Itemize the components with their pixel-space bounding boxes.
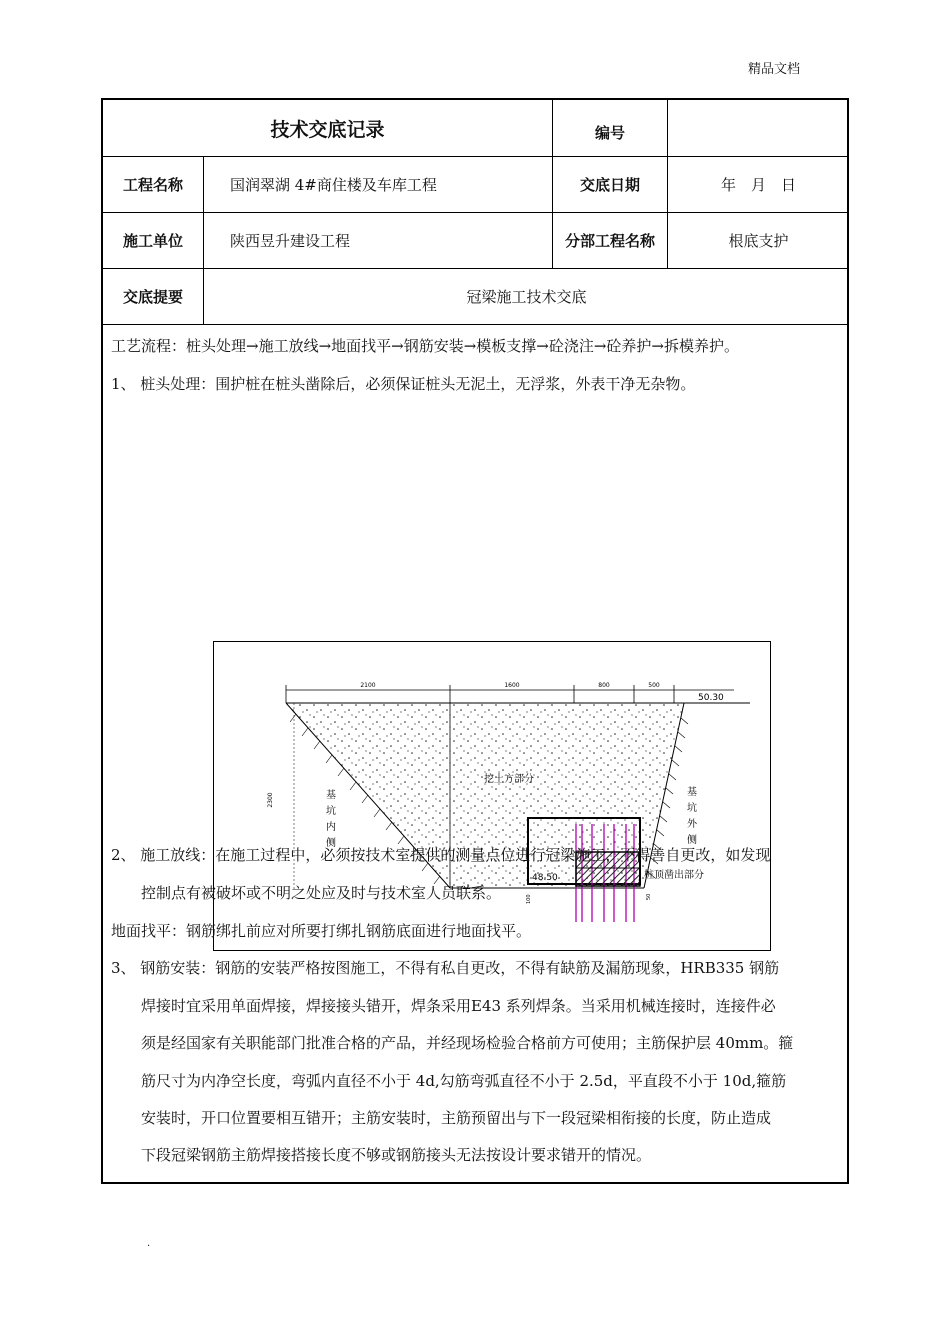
watermark-text: 精品文档 (748, 62, 801, 77)
contractor-label: 施工单位 (122, 232, 183, 250)
item-rebar-line2: 焊接时宜采用单面焊接，焊接接头错开，焊条采用E43 系列焊条。当采用机械连接时，连接件必 (141, 997, 776, 1015)
inner-side-label (326, 788, 336, 849)
item-rebar-line6: 下段冠梁钢筋主筋焊接搭接长度不够或钢筋接头无法按设计要求错开的情况。 (141, 1146, 652, 1164)
item-rebar-line4: 筋尺寸为内净空长度，弯弧内直径不小于 4d,勾筋弯弧直径不小于 2.5d，平直段不小于 10d,箍筋 (141, 1072, 787, 1090)
form-title (103, 100, 552, 156)
summary-row (103, 269, 847, 325)
item-rebar-line5: 安装时，开口位置要相互错开；主筋安装时，主筋预留出与下一段冠梁相衔接的长度，防止造成 (141, 1109, 772, 1127)
svg-text:坑: 坑 (687, 803, 697, 814)
technical-disclosure-form (101, 98, 849, 1184)
svg-text:侧: 侧 (326, 838, 336, 849)
height-2300: 2300 (267, 792, 274, 808)
dimension-1600: 1600 (504, 682, 520, 689)
contractor-row (103, 213, 847, 269)
project-row (103, 157, 847, 213)
outer-side-label (687, 785, 698, 846)
pile-cut-label: 桩顶凿出部分 (644, 870, 704, 881)
title-row (103, 100, 847, 157)
excavation-label: 挖土方部分 (484, 774, 534, 785)
date-label: 交底日期 (579, 176, 640, 194)
project-label: 工程名称 (122, 176, 183, 194)
item-setting-out-line2: 控制点有被破坏或不明之处应及时与技术室人员联系。 (141, 884, 502, 902)
contractor-label-cell (103, 213, 203, 268)
ground-leveling: 地面找平：钢筋绑扎前应对所要打绑扎钢筋底面进行地面找平。 (111, 922, 532, 940)
number-value-cell[interactable] (667, 100, 849, 156)
item-setting-out-line1: 2、 施工放线：在施工过程中，必须按技术室提供的测量点位进行冠梁施工，不得善自更改，如发现 (111, 846, 771, 864)
svg-text:外: 外 (687, 819, 697, 830)
svg-text:内: 内 (326, 822, 336, 833)
date-value: 年 月 日 (720, 176, 796, 194)
dimension-800: 800 (598, 682, 610, 689)
svg-text:基: 基 (326, 790, 336, 801)
svg-text:基: 基 (687, 787, 697, 798)
svg-text:侧: 侧 (687, 835, 697, 846)
project-value-cell (203, 157, 552, 212)
summary-value: 冠梁施工技术交底 (466, 288, 587, 306)
dimension-2100: 2100 (360, 682, 376, 689)
subproject-value-cell (667, 213, 849, 268)
item-pile-head: 1、 桩头处理：围护桩在桩头凿除后，必须保证桩头无泥土，无浮浆，外表干净无杂物。 (111, 375, 696, 393)
form-title-text: 技术交底记录 (270, 118, 385, 141)
item-rebar-line1: 3、 钢筋安装：钢筋的安装严格按图施工，不得有私自更改，不得有缺筋及漏筋现象，HRB335 钢筋 (111, 959, 780, 977)
item-rebar-line3: 须是经国家有关职能部门批准合格的产品，并经现场检验合格前方可使用；主筋保护层 40mm。箍 (141, 1034, 794, 1052)
number-label: 编号 (594, 123, 625, 142)
process-flow: 工艺流程：桩头处理→施工放线→地面找平→钢筋安装→模板支撑→砼浇注→砼养护→拆模养护。 (111, 337, 739, 355)
number-label-cell (552, 100, 667, 156)
disclosure-body (111, 325, 846, 1180)
diagram-svg (214, 642, 770, 950)
small-dimension-50: 50 (646, 893, 652, 900)
top-elevation: 50.30 (698, 693, 724, 703)
subproject-label: 分部工程名称 (564, 232, 655, 250)
bottom-elevation: 48.50 (532, 873, 558, 883)
project-value: 国润翠湖 4#商住楼及车库工程 (230, 176, 437, 194)
subproject-value: 根底支护 (728, 232, 789, 250)
subproject-label-cell (552, 213, 667, 268)
project-label-cell (103, 157, 203, 212)
crown-beam-section-diagram (213, 641, 771, 951)
date-value-cell (667, 157, 849, 212)
date-label-cell (552, 157, 667, 212)
contractor-value-cell (203, 213, 552, 268)
contractor-value: 陕西昱升建设工程 (230, 232, 351, 250)
small-dimension-100: 100 (526, 894, 532, 904)
svg-text:坑: 坑 (326, 806, 336, 817)
summary-label-cell (103, 269, 203, 324)
summary-label: 交底提要 (122, 288, 183, 306)
summary-value-cell (203, 269, 849, 324)
dimension-500: 500 (648, 682, 660, 689)
page-footer-dot: . (147, 1238, 151, 1249)
